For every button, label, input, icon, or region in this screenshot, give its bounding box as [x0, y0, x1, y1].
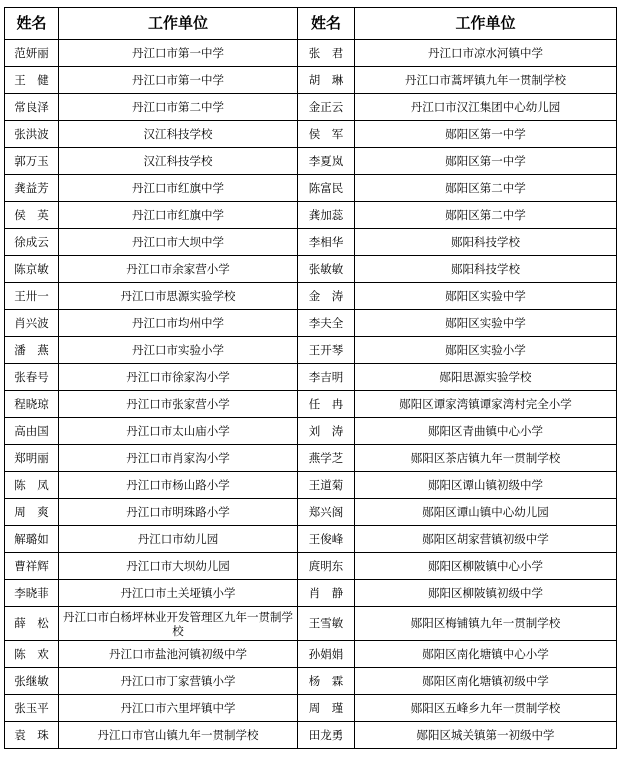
left-name-cell: 徐成云	[5, 229, 59, 256]
right-unit-cell: 郧阳区柳陂镇中心小学	[355, 553, 617, 580]
right-unit-cell: 丹江口市汉江集团中心幼儿园	[355, 94, 617, 121]
left-name-cell: 张洪波	[5, 121, 59, 148]
left-name-cell: 侯 英	[5, 202, 59, 229]
table-row	[5, 94, 617, 121]
right-name-cell: 王开琴	[298, 337, 355, 364]
table-row	[5, 148, 617, 175]
right-name-cell: 郑兴阁	[298, 499, 355, 526]
table-row	[5, 364, 617, 391]
left-unit-cell: 丹江口市官山镇九年一贯制学校	[59, 722, 298, 749]
right-name-cell: 燕学芝	[298, 445, 355, 472]
right-name-cell: 孙娟娟	[298, 641, 355, 668]
right-name-cell: 李相华	[298, 229, 355, 256]
left-unit-cell: 丹江口市大坝幼儿园	[59, 553, 298, 580]
header-name-left: 姓名	[5, 8, 59, 40]
left-unit-cell: 丹江口市实验小学	[59, 337, 298, 364]
right-unit-cell: 郧阳区第一中学	[355, 148, 617, 175]
right-unit-cell: 郧阳区梅铺镇九年一贯制学校	[355, 607, 617, 641]
left-name-cell: 曹祥辉	[5, 553, 59, 580]
left-name-cell: 潘 燕	[5, 337, 59, 364]
right-name-cell: 李夏岚	[298, 148, 355, 175]
right-unit-cell: 丹江口市凉水河镇中学	[355, 40, 617, 67]
left-name-cell: 解璐如	[5, 526, 59, 553]
left-name-cell: 陈 欢	[5, 641, 59, 668]
table-row	[5, 553, 617, 580]
right-unit-cell: 郧阳区实验小学	[355, 337, 617, 364]
right-name-cell: 王雪敏	[298, 607, 355, 641]
table-row	[5, 283, 617, 310]
right-name-cell: 侯 军	[298, 121, 355, 148]
table-row	[5, 256, 617, 283]
left-unit-cell: 丹江口市红旗中学	[59, 202, 298, 229]
table-row	[5, 580, 617, 607]
right-name-cell: 陈富民	[298, 175, 355, 202]
left-name-cell: 王卅一	[5, 283, 59, 310]
header-unit-left: 工作单位	[59, 8, 298, 40]
left-unit-cell: 丹江口市思源实验学校	[59, 283, 298, 310]
right-name-cell: 任 冉	[298, 391, 355, 418]
left-name-cell: 龚益芳	[5, 175, 59, 202]
left-name-cell: 李晓菲	[5, 580, 59, 607]
left-unit-cell: 丹江口市盐池河镇初级中学	[59, 641, 298, 668]
left-unit-cell: 丹江口市土关垭镇小学	[59, 580, 298, 607]
left-unit-cell: 丹江口市肖家沟小学	[59, 445, 298, 472]
right-unit-cell: 郧阳区谭山镇中心幼儿园	[355, 499, 617, 526]
right-unit-cell: 郧阳区青曲镇中心小学	[355, 418, 617, 445]
left-name-cell: 郭万玉	[5, 148, 59, 175]
left-name-cell: 张继敏	[5, 668, 59, 695]
right-unit-cell: 郧阳思源实验学校	[355, 364, 617, 391]
right-unit-cell: 郧阳区南化塘镇中心小学	[355, 641, 617, 668]
left-name-cell: 周 爽	[5, 499, 59, 526]
left-unit-cell: 丹江口市徐家沟小学	[59, 364, 298, 391]
table-row	[5, 310, 617, 337]
left-unit-cell: 丹江口市白杨坪林业开发管理区九年一贯制学校	[59, 607, 298, 641]
table-row	[5, 175, 617, 202]
left-unit-cell: 汉江科技学校	[59, 121, 298, 148]
left-unit-cell: 丹江口市第一中学	[59, 40, 298, 67]
left-unit-cell: 丹江口市幼儿园	[59, 526, 298, 553]
right-unit-cell: 郧阳区柳陂镇初级中学	[355, 580, 617, 607]
table-row	[5, 668, 617, 695]
left-unit-cell: 丹江口市杨山路小学	[59, 472, 298, 499]
left-unit-cell: 丹江口市均州中学	[59, 310, 298, 337]
table-row	[5, 418, 617, 445]
right-name-cell: 张敏敏	[298, 256, 355, 283]
table-row	[5, 67, 617, 94]
left-name-cell: 范妍丽	[5, 40, 59, 67]
left-unit-cell: 汉江科技学校	[59, 148, 298, 175]
table-row	[5, 607, 617, 641]
left-unit-cell: 丹江口市余家营小学	[59, 256, 298, 283]
right-unit-cell: 郧阳区谭山镇初级中学	[355, 472, 617, 499]
header-row	[5, 8, 617, 40]
right-name-cell: 金 涛	[298, 283, 355, 310]
left-name-cell: 陈 凤	[5, 472, 59, 499]
right-name-cell: 周 瑾	[298, 695, 355, 722]
right-unit-cell: 郧阳区实验中学	[355, 283, 617, 310]
right-name-cell: 胡 琳	[298, 67, 355, 94]
table-row	[5, 337, 617, 364]
table-row	[5, 472, 617, 499]
left-name-cell: 张春号	[5, 364, 59, 391]
left-name-cell: 常良泽	[5, 94, 59, 121]
table-row	[5, 121, 617, 148]
left-name-cell: 张玉平	[5, 695, 59, 722]
left-unit-cell: 丹江口市大坝中学	[59, 229, 298, 256]
right-name-cell: 刘 涛	[298, 418, 355, 445]
right-unit-cell: 郧阳区五峰乡九年一贯制学校	[355, 695, 617, 722]
right-unit-cell: 郧阳区实验中学	[355, 310, 617, 337]
right-name-cell: 田龙勇	[298, 722, 355, 749]
right-name-cell: 王道菊	[298, 472, 355, 499]
left-name-cell: 袁 珠	[5, 722, 59, 749]
right-unit-cell: 郧阳区第一中学	[355, 121, 617, 148]
table-row	[5, 722, 617, 749]
left-unit-cell: 丹江口市六里坪镇中学	[59, 695, 298, 722]
right-name-cell: 张 君	[298, 40, 355, 67]
right-unit-cell: 郧阳区南化塘镇初级中学	[355, 668, 617, 695]
table-row	[5, 695, 617, 722]
right-name-cell: 庹明东	[298, 553, 355, 580]
header-name-right: 姓名	[298, 8, 355, 40]
right-unit-cell: 郧阳区胡家营镇初级中学	[355, 526, 617, 553]
left-name-cell: 郑明丽	[5, 445, 59, 472]
table-row	[5, 391, 617, 418]
right-unit-cell: 郧阳科技学校	[355, 256, 617, 283]
right-name-cell: 龚加蕊	[298, 202, 355, 229]
right-name-cell: 肖 静	[298, 580, 355, 607]
left-name-cell: 肖兴波	[5, 310, 59, 337]
right-unit-cell: 郧阳区茶店镇九年一贯制学校	[355, 445, 617, 472]
table-row	[5, 499, 617, 526]
left-unit-cell: 丹江口市明珠路小学	[59, 499, 298, 526]
right-name-cell: 李夫全	[298, 310, 355, 337]
roster-body	[5, 40, 617, 749]
right-unit-cell: 郧阳区第二中学	[355, 175, 617, 202]
right-name-cell: 王俊峰	[298, 526, 355, 553]
right-unit-cell: 郧阳区城关镇第一初级中学	[355, 722, 617, 749]
left-unit-cell: 丹江口市第一中学	[59, 67, 298, 94]
left-unit-cell: 丹江口市红旗中学	[59, 175, 298, 202]
table-row	[5, 229, 617, 256]
right-name-cell: 李吉明	[298, 364, 355, 391]
right-unit-cell: 郧阳区第二中学	[355, 202, 617, 229]
header-unit-right: 工作单位	[355, 8, 617, 40]
table-row	[5, 526, 617, 553]
left-unit-cell: 丹江口市第二中学	[59, 94, 298, 121]
left-name-cell: 王 健	[5, 67, 59, 94]
right-unit-cell: 丹江口市蒿坪镇九年一贯制学校	[355, 67, 617, 94]
right-unit-cell: 郧阳区谭家湾镇谭家湾村完全小学	[355, 391, 617, 418]
left-name-cell: 陈京敏	[5, 256, 59, 283]
right-name-cell: 金正云	[298, 94, 355, 121]
left-name-cell: 程晓琼	[5, 391, 59, 418]
table-row	[5, 202, 617, 229]
teacher-roster-table	[4, 7, 617, 749]
table-row	[5, 641, 617, 668]
left-unit-cell: 丹江口市丁家营镇小学	[59, 668, 298, 695]
left-unit-cell: 丹江口市张家营小学	[59, 391, 298, 418]
table-row	[5, 40, 617, 67]
right-unit-cell: 郧阳科技学校	[355, 229, 617, 256]
left-unit-cell: 丹江口市太山庙小学	[59, 418, 298, 445]
left-name-cell: 高由国	[5, 418, 59, 445]
left-name-cell: 薛 松	[5, 607, 59, 641]
table-row	[5, 445, 617, 472]
right-name-cell: 杨 霖	[298, 668, 355, 695]
